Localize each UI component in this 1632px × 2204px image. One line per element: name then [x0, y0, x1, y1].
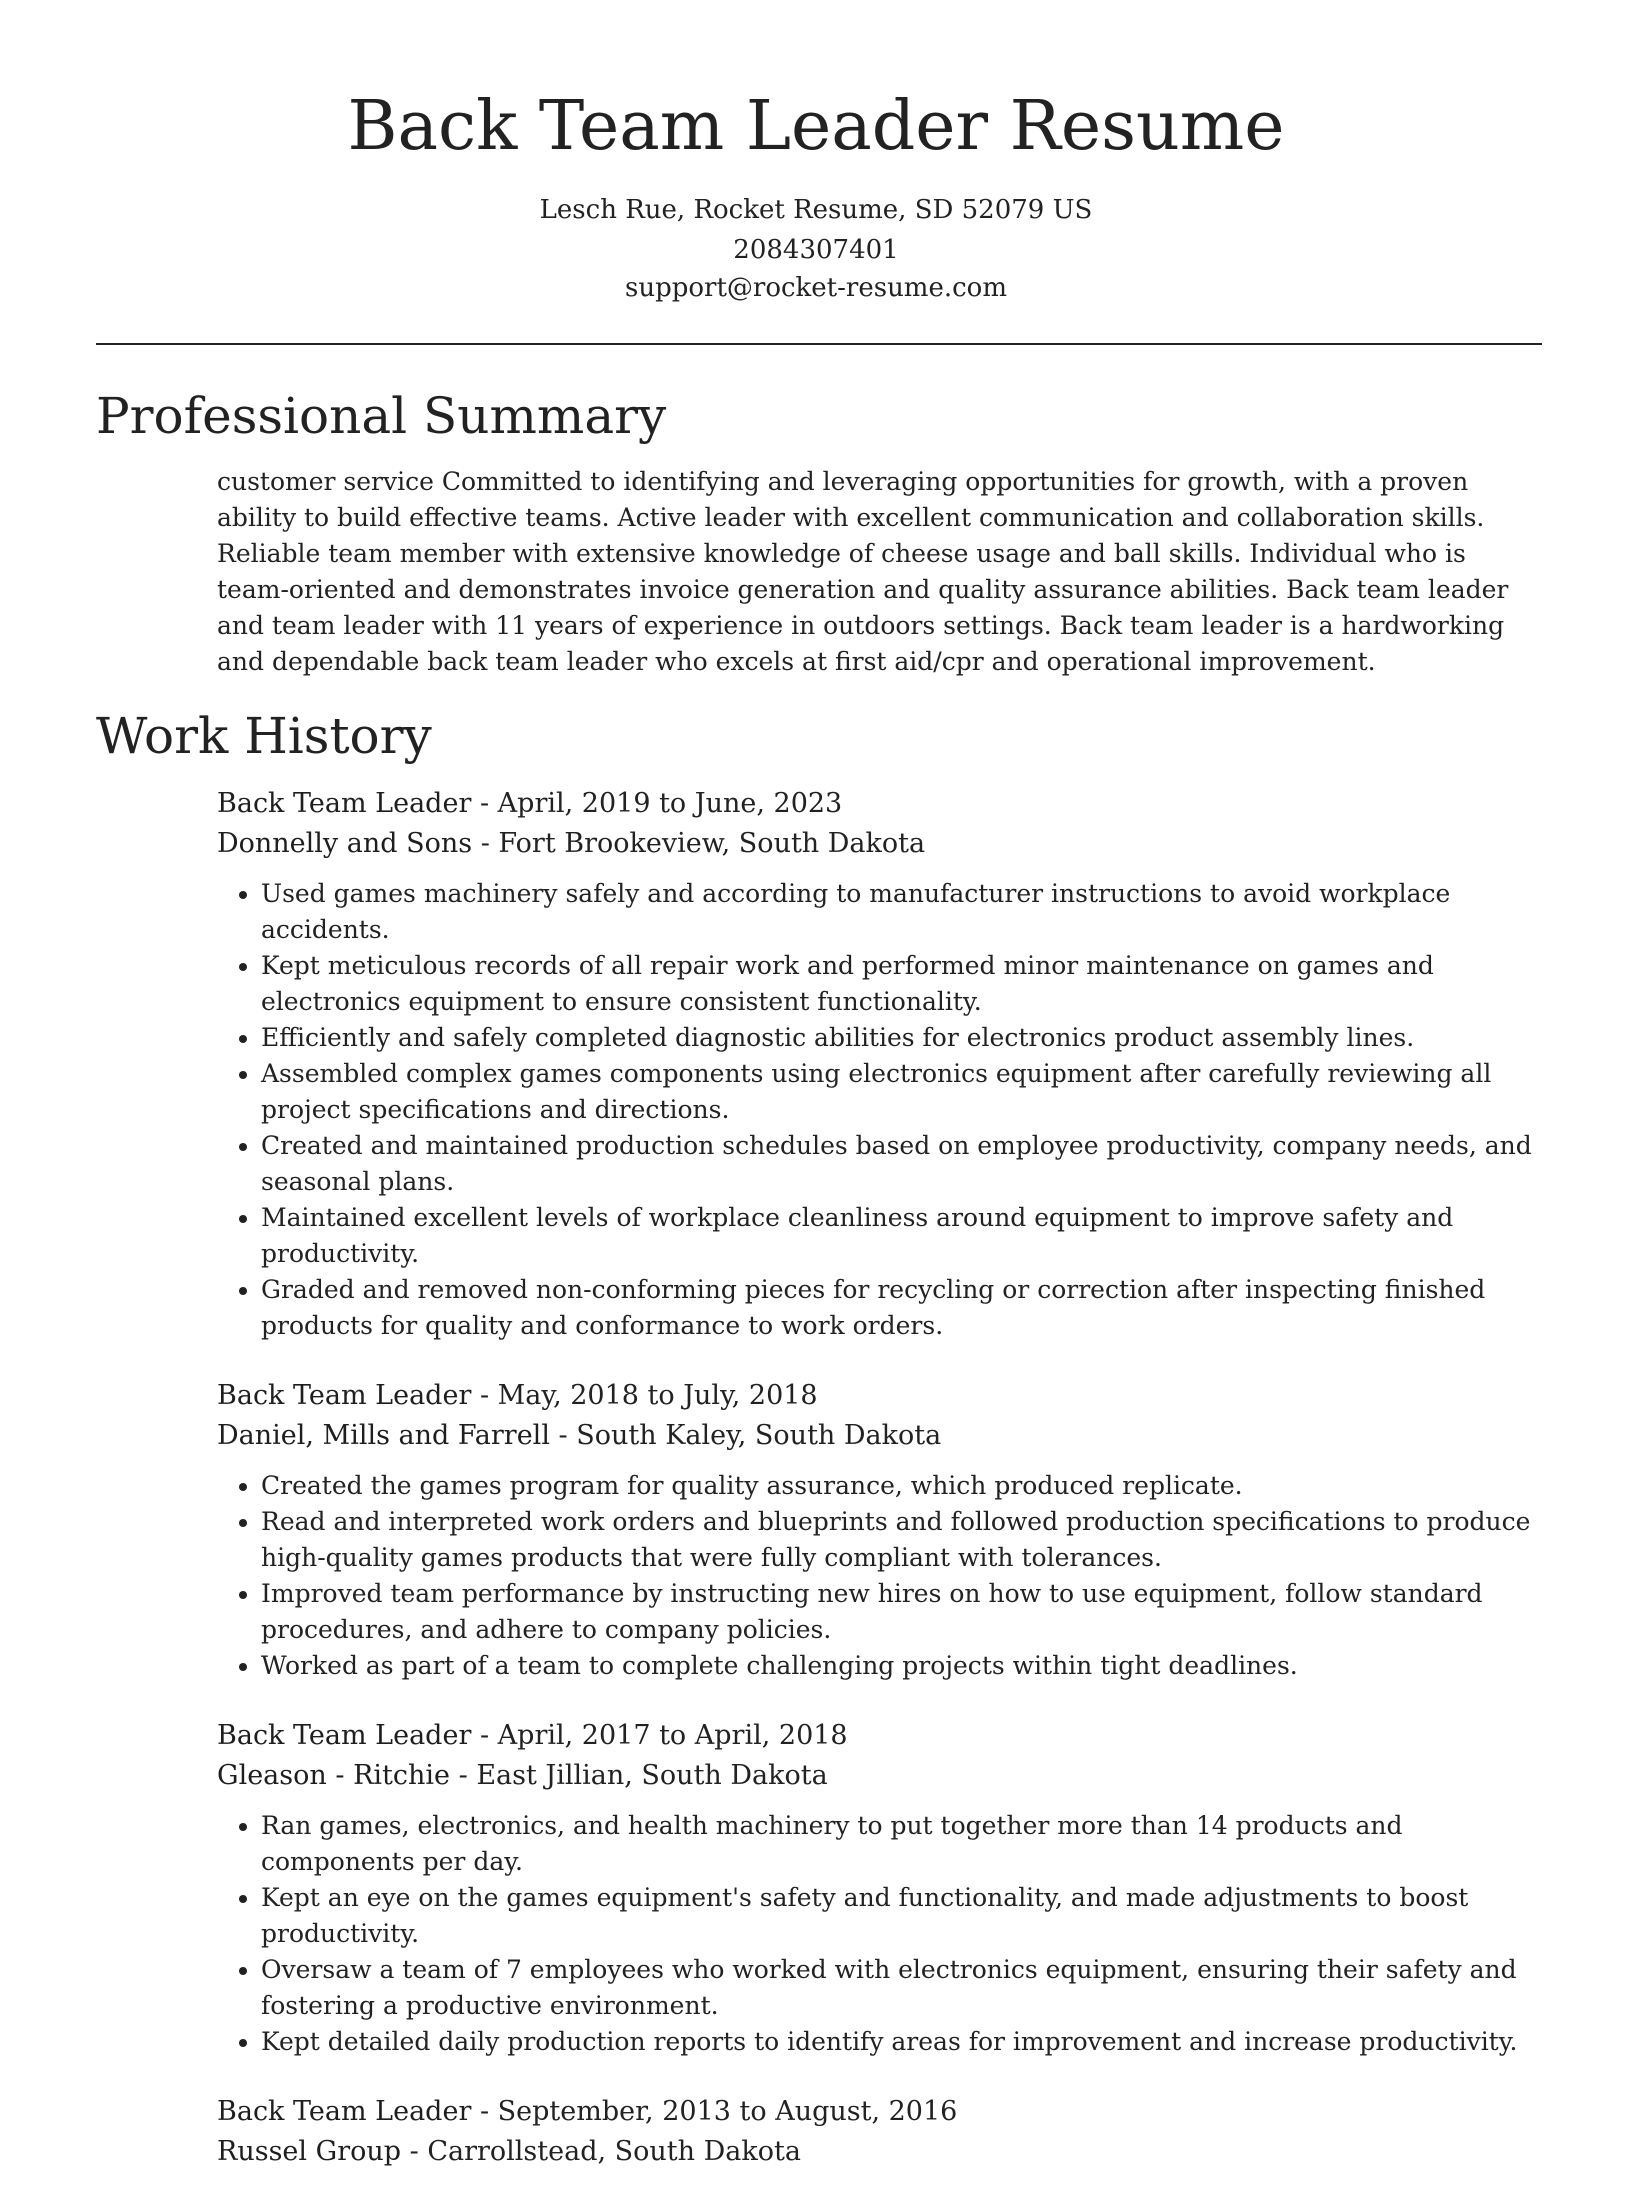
- job-bullet: • Oversaw a team of 7 employees who worked with electronics equipment, ensuring their safety and fostering a productive environment.: [261, 1952, 1542, 2024]
- job-bullet-list: [217, 876, 1542, 1344]
- work-history-heading: Work History: [96, 707, 432, 765]
- contact-phone: 2084307401: [733, 235, 899, 265]
- job-bullet: • Graded and removed non-conforming pieces for recycling or correction after inspecting finished products for quality and conformance to work orders.: [261, 1272, 1542, 1344]
- job-location: East Jillian, South Dakota: [476, 1760, 828, 1791]
- job-entry: [217, 1376, 1542, 1684]
- job-company: Russel Group: [217, 2136, 402, 2167]
- contact-address: Lesch Rue, Rocket Resume, SD 52079 US: [539, 195, 1093, 225]
- job-company: Daniel, Mills and Farrell: [217, 1420, 550, 1451]
- job-company: Gleason - Ritchie: [217, 1760, 451, 1791]
- job-company: Donnelly and Sons: [217, 828, 473, 859]
- summary-heading: Professional Summary: [96, 387, 667, 445]
- job-company-line: Russel Group - Carrollstead, South Dakota: [217, 2136, 801, 2167]
- job-bullet: • Kept meticulous records of all repair work and performed minor maintenance on games and electronics equipment to ensure consistent functionality.: [261, 948, 1542, 1020]
- job-entry: [217, 784, 1542, 1344]
- contact-email: support@rocket-resume.com: [624, 273, 1007, 303]
- job-dates: April, 2017 to April, 2018: [497, 1720, 848, 1751]
- job-location: South Kaley, South Dakota: [576, 1420, 942, 1451]
- job-company-line: Gleason - Ritchie - East Jillian, South Dakota: [217, 1760, 828, 1791]
- job-bullet: • Maintained excellent levels of workplace cleanliness around equipment to improve safety and productivity.: [261, 1200, 1542, 1272]
- job-title-line: Back Team Leader - May, 2018 to July, 2018: [217, 1380, 818, 1411]
- job-title-line: Back Team Leader - April, 2019 to June, 2023: [217, 788, 843, 819]
- job-bullet: • Read and interpreted work orders and blueprints and followed production specifications to produce high-quality games products that were fully compliant with tolerances.: [261, 1504, 1542, 1576]
- job-bullet: • Kept an eye on the games equipment's safety and functionality, and made adjustments to boost productivity.: [261, 1880, 1542, 1952]
- job-bullet: • Ran games, electronics, and health machinery to put together more than 14 products and components per day.: [261, 1808, 1542, 1880]
- job-bullet-list: [217, 1468, 1542, 1684]
- job-bullet: • Worked as part of a team to complete challenging projects within tight deadlines.: [261, 1648, 1542, 1684]
- job-company-line: Daniel, Mills and Farrell - South Kaley, South Dakota: [217, 1420, 942, 1451]
- job-title: Back Team Leader: [217, 1720, 472, 1751]
- job-bullet: • Improved team performance by instructing new hires on how to use equipment, follow standard procedures, and adhere to company policies.: [261, 1576, 1542, 1648]
- job-bullet: • Assembled complex games components using electronics equipment after carefully reviewing all project specifications and directions.: [261, 1056, 1542, 1128]
- job-bullet-list: [217, 1808, 1542, 2060]
- job-title: Back Team Leader: [217, 788, 472, 819]
- job-company-line: Donnelly and Sons - Fort Brookeview, South Dakota: [217, 828, 926, 859]
- header-divider: [96, 343, 1542, 345]
- job-bullet: • Efficiently and safely completed diagnostic abilities for electronics product assembly lines.: [261, 1020, 1542, 1056]
- job-title-line: Back Team Leader - April, 2017 to April, 2018: [217, 1720, 848, 1751]
- job-bullet: • Created the games program for quality assurance, which produced replicate.: [261, 1468, 1542, 1504]
- job-location: Carrollstead, South Dakota: [427, 2136, 801, 2167]
- work-history-list: [217, 784, 1542, 2204]
- job-bullet: • Used games machinery safely and according to manufacturer instructions to avoid workplace accidents.: [261, 876, 1542, 948]
- job-entry: [217, 1716, 1542, 2060]
- job-dates: September, 2013 to August, 2016: [497, 2096, 958, 2127]
- job-bullet: • Created and maintained production schedules based on employee productivity, company needs, and seasonal plans.: [261, 1128, 1542, 1200]
- job-entry: [217, 2092, 1542, 2172]
- resume-title: Back Team Leader Resume: [347, 87, 1285, 166]
- job-title: Back Team Leader: [217, 2096, 472, 2127]
- job-dates: April, 2019 to June, 2023: [497, 788, 843, 819]
- job-location: Fort Brookeview, South Dakota: [498, 828, 926, 859]
- job-dates: May, 2018 to July, 2018: [497, 1380, 818, 1411]
- job-bullet: • Kept detailed daily production reports to identify areas for improvement and increase productivity.: [261, 2024, 1542, 2060]
- job-title: Back Team Leader: [217, 1380, 472, 1411]
- summary-text: customer service Committed to identifying and leveraging opportunities for growth, with a proven ability to build effective teams. Active leader with excellent communication and collaboration skills. Reliable team member with extensive knowledge of cheese usage and ball skills. Individual who is team-oriented and demonstrates invoice generation and quality assurance abilities. Back team leader and team leader with 11 years of experience in outdoors settings. Back team leader is a hardworking and dependable back team leader who excels at first aid/cpr and operational improvement.: [217, 467, 1509, 676]
- job-title-line: Back Team Leader - September, 2013 to August, 2016: [217, 2096, 958, 2127]
